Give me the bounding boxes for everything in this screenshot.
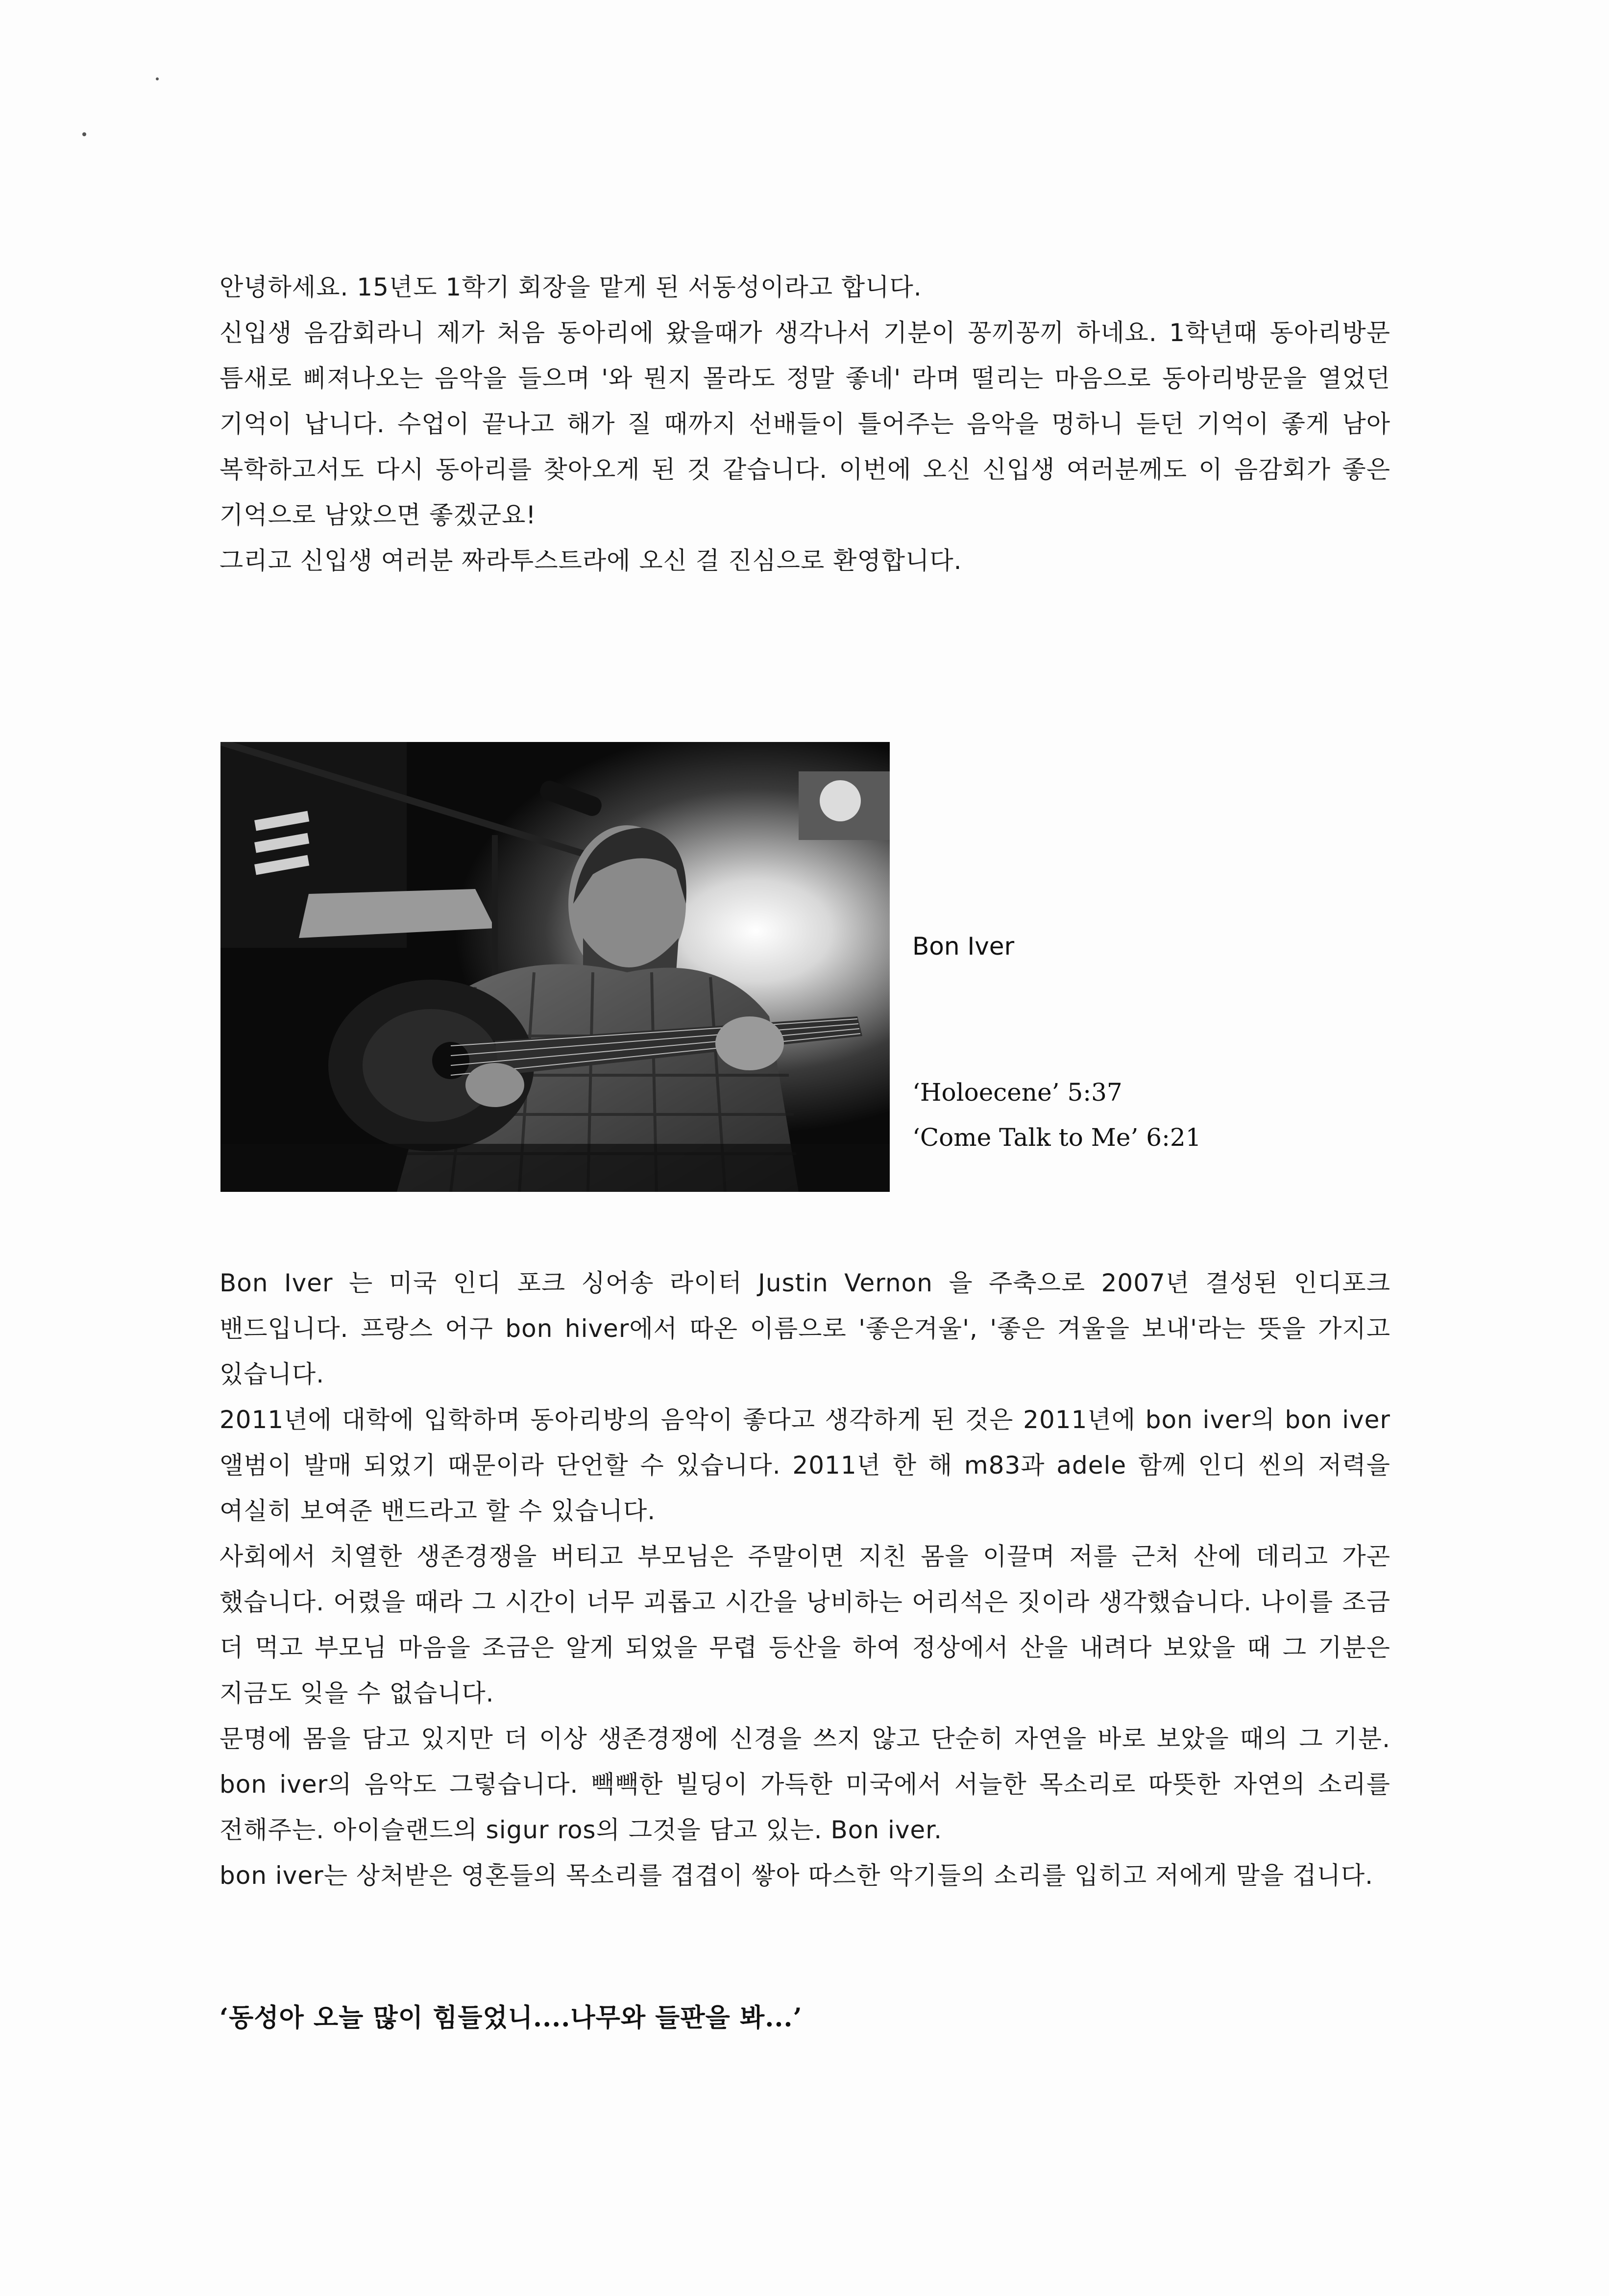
body-paragraph: bon iver는 상처받은 영혼들의 목소리를 겹겹이 쌓아 따스한 악기들의 소리를 입히고 저에게 말을 겁니다. [219, 1861, 1374, 1890]
body-paragraph: Bon Iver 는 미국 인디 포크 싱어송 라이터 Justin Vernon 을 주축으로 2007년 결성된 인디포크 밴드입니다. 프랑스 어구 bon hiver에서 따온 이름으로 '좋은겨울', '좋은 겨울을 보내'라는 뜻을 가지고 있습니다. [219, 1269, 1390, 1388]
body-paragraph: 문명에 몸을 담고 있지만 더 이상 생존경쟁에 신경을 쓰지 않고 단순히 자연을 바로 보았을 때의 그 기분. bon iver의 음악도 그렇습니다. 빽빽한 빌딩이 가득한 미국에서 서늘한 목소리로 따뜻한 자연의 소리를 전해주는. 아이슬랜드의 sigur ros의 그것을 담고 있는. Bon iver. [219, 1725, 1390, 1844]
track-item: ‘Holoecene’ 5:37 [912, 1078, 1122, 1107]
scan-speck [156, 77, 159, 80]
artist-photo [220, 742, 890, 1192]
intro-paragraph: 그리고 신입생 여러분 짜라투스트라에 오신 걸 진심으로 환영합니다. [219, 546, 962, 575]
artist-name: Bon Iver [912, 932, 1015, 961]
body-paragraph: 사회에서 치열한 생존경쟁을 버티고 부모님은 주말이면 지친 몸을 이끌며 저를 근처 산에 데리고 가곤 했습니다. 어렸을 때라 그 시간이 너무 괴롭고 시간을 낭비하는 어리석은 짓이라 생각했습니다. 나이를 조금 더 먹고 부모님 마음을 조금은 알게 되었을 무렵 등산을 하여 정상에서 산을 내려다 보았을 때 그 기분은 지금도 잊을 수 없습니다. [219, 1542, 1390, 1707]
body-section [219, 1260, 1390, 1899]
track-item: ‘Come Talk to Me’ 6:21 [912, 1123, 1201, 1152]
body-paragraph: 2011년에 대학에 입학하며 동아리방의 음악이 좋다고 생각하게 된 것은 2011년에 bon iver의 bon iver 앨범이 발매 되었기 때문이라 단언할 수 있습니다. 2011년 한 해 m83과 adele 함께 인디 씬의 저력을 여실히 보여준 밴드라고 할 수 있습니다. [219, 1406, 1390, 1525]
artist-photo-illustration [220, 742, 890, 1192]
closing-quote: ‘동성아 오늘 많이 힘들었니....나무와 들판을 봐...’ [219, 2003, 803, 2033]
scan-speck [82, 132, 86, 136]
intro-paragraph: 신입생 음감회라니 제가 처음 동아리에 왔을때가 생각나서 기분이 꽁끼꽁끼 하네요. 1학년때 동아리방문 틈새로 삐져나오는 음악을 들으며 '와 뭔지 몰라도 정말 좋네' 라며 떨리는 마음으로 동아리방문을 열었던 기억이 납니다. 수업이 끝나고 해가 질 때까지 선배들이 틀어주는 음악을 멍하니 듣던 기억이 좋게 남아 복학하고서도 다시 동아리를 찾아오게 된 것 같습니다. 이번에 오신 신입생 여러분께도 이 음감회가 좋은 기억으로 남았으면 좋겠군요! [219, 319, 1390, 529]
intro-section [219, 265, 1390, 584]
track-list [912, 1070, 1201, 1160]
intro-paragraph: 안녕하세요. 15년도 1학기 회장을 맡게 된 서동성이라고 합니다. [219, 273, 922, 301]
